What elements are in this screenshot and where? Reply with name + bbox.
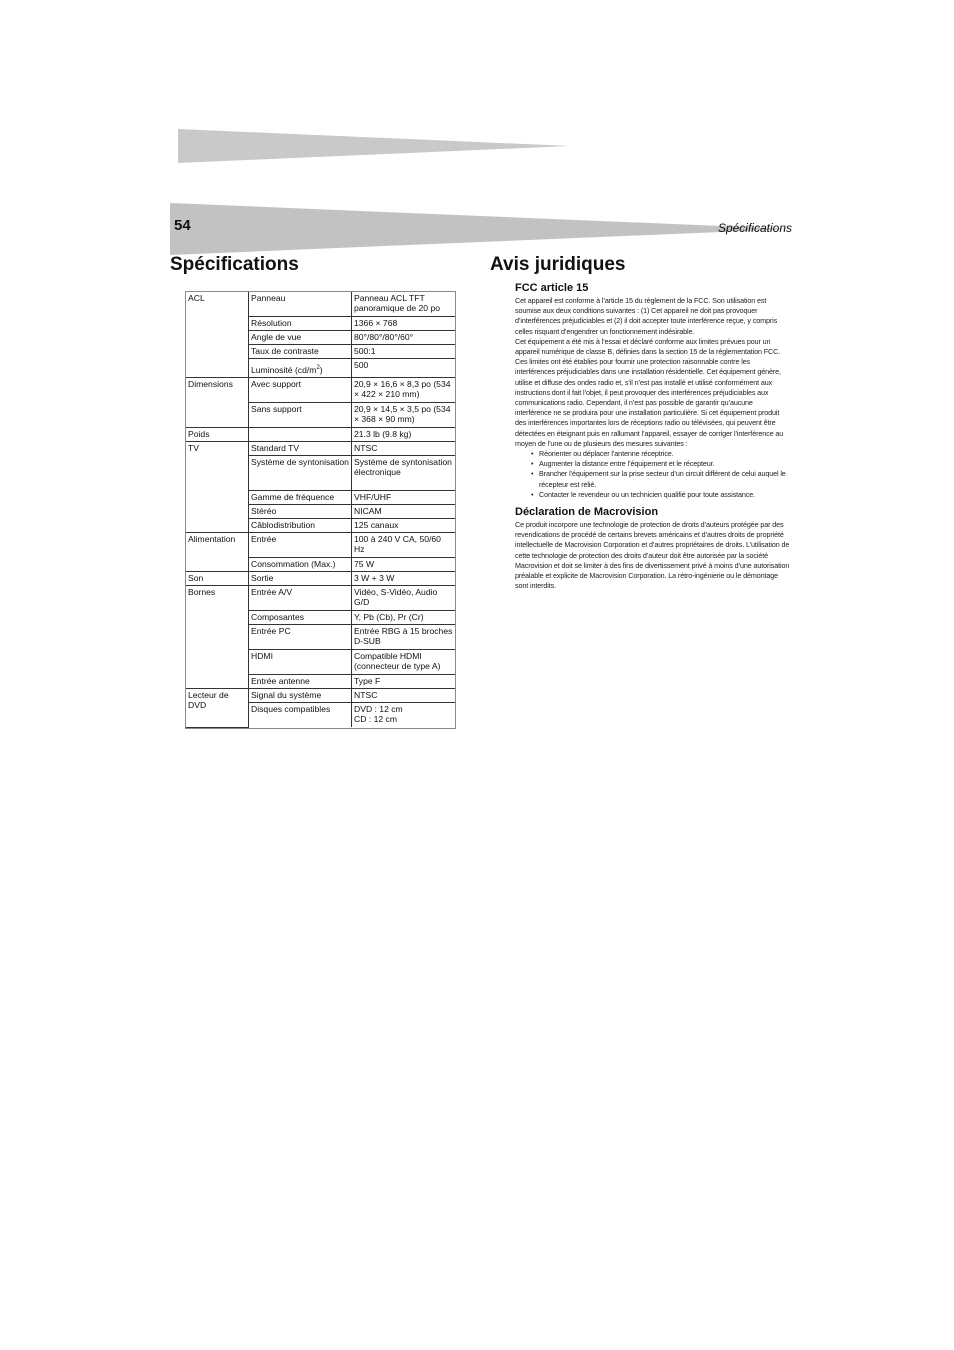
table-row — [186, 378, 455, 403]
table-cell-category: Lecteur de DVD — [186, 689, 249, 728]
table-cell-value: 21.3 lb (9.8 kg) — [352, 428, 456, 442]
table-cell-item: Résolution — [249, 317, 352, 331]
table-row — [186, 292, 455, 317]
fcc-paragraph-1: Cet appareil est conforme à l’article 15 du règlement de la FCC. Son utilisation est soumise aux deux conditions suivantes : (1) Cet appareil ne doit pas provoquer d’interférences préjudiciables et (2) il doit accepter toute interférence reçue, y compris celles risquant d’engendrer un fonctionnement indésirable. — [515, 296, 778, 336]
table-cell-item — [249, 359, 352, 378]
table-cell-category: Dimensions — [186, 378, 249, 428]
table-cell-item: Consommation (Max.) — [249, 558, 352, 572]
table-cell-item: Sortie — [249, 572, 352, 586]
luminance-superscript: 2 — [316, 365, 320, 372]
table-cell-item: Panneau — [249, 292, 352, 317]
table-cell-item: Taux de contraste — [249, 345, 352, 359]
table-cell-item: Sans support — [249, 403, 352, 428]
table-cell-value: NTSC — [352, 442, 456, 456]
table-cell-item — [249, 428, 352, 442]
table-cell-item: Avec support — [249, 378, 352, 403]
list-item: • Augmenter la distance entre l’équipement et le récepteur. — [539, 459, 791, 469]
table-cell-value: 500:1 — [352, 345, 456, 359]
table-row — [186, 572, 455, 586]
fcc-measures-list — [515, 449, 791, 500]
table-cell-item: Gamme de fréquence — [249, 491, 352, 505]
dvd-size: DVD : 12 cm — [354, 704, 403, 714]
table-cell-value: Entrée RBG à 15 broches D-SUB — [352, 625, 456, 650]
running-head: Spécifications — [717, 221, 792, 235]
table-cell-category: Bornes — [186, 586, 249, 689]
table-cell-value: Panneau ACL TFT panoramique de 20 po — [352, 292, 456, 317]
table-cell-category: TV — [186, 442, 249, 533]
table-cell-value: 3 W + 3 W — [352, 572, 456, 586]
list-item: • Contacter le revendeur ou un technicien qualifié pour toute assistance. — [539, 490, 791, 500]
table-cell-item: Entrée — [249, 533, 352, 558]
table-cell-item: Signal du système — [249, 689, 352, 703]
luminance-label: Luminosité (cd/m — [251, 365, 317, 375]
table-cell-value: 80°/80°/80°/60° — [352, 331, 456, 345]
fcc-section-title: FCC article 15 — [515, 282, 589, 294]
table-cell-value: 20,9 × 16,6 × 8,3 po (534 × 422 × 210 mm) — [352, 378, 456, 403]
table-cell-category: Son — [186, 572, 249, 586]
cd-size: CD : 12 cm — [354, 714, 397, 724]
table-cell-value: 100 à 240 V CA, 50/60 Hz — [352, 533, 456, 558]
macrovision-paragraph: Ce produit incorpore une technologie de protection de droits d’auteurs protégée par des revendications de procédé de certains brevets américains et d’autres droits de propriété intellectuelle de Macrovision Corporation et d’autres propriétaires de droits. L’utilisation de cette technologie de protection des droits d’auteur doit être autorisée par la société Macrovision et doit se limiter à des fins de divertissement privé à moins d’une autorisation préalable et explicite de Macrovision Corporation. La rétro-ingénierie ou le démontage sont interdits. — [515, 520, 790, 591]
table-cell-item: Entrée A/V — [249, 586, 352, 611]
specifications-heading: Spécifications — [170, 254, 299, 275]
legal-notices-column — [515, 282, 791, 591]
table-row — [186, 586, 455, 611]
table-cell-item: Composantes — [249, 611, 352, 625]
table-cell-value: Compatible HDMI (connecteur de type A) — [352, 650, 456, 675]
table-cell-value: 75 W — [352, 558, 456, 572]
page-number: 54 — [174, 217, 191, 234]
table-row — [186, 428, 455, 442]
fcc-paragraph-2: Cet équipement a été mis à l’essai et déclaré conforme aux limites prévues pour un appareil numérique de classe B, définies dans la section 15 de la réglementation FCC. Ces limites ont été établies pour fournir une protection raisonnable contre les interférences préjudiciables dans une installation résidentielle. Cet équipement génère, utilise et diffuse des ondes radio et, s’il n’est pas installé et utilisé conformément aux instructions dont il fait l’objet, il peut provoquer des interférences préjudiciables aux communications radio. Cependant, il n’est pas possible de garantir qu’aucune interférence ne se produira pour une installation particulière. Si cet équipement produit des interférences importantes lors de réceptions radio ou télévisées, qui peuvent être détectées en éteignant puis en rallumant l’appareil, essayer de corriger l’interférence au moyen de l’une ou de plusieurs des mesures suivantes : — [515, 336, 784, 448]
table-cell-item: Système de syntonisation — [249, 456, 352, 491]
table-cell-item: HDMI — [249, 650, 352, 675]
table-row — [186, 533, 455, 558]
table-cell-item: Angle de vue — [249, 331, 352, 345]
table-cell-value: 20,9 × 14,5 × 3,5 po (534 × 368 × 90 mm) — [352, 403, 456, 428]
table-cell-value: Type F — [352, 675, 456, 689]
table-cell-value: NICAM — [352, 505, 456, 519]
table-cell-value: 500 — [352, 359, 456, 378]
legal-notices-heading: Avis juridiques — [490, 254, 626, 275]
list-item: • Réorienter ou déplacer l’antenne réceptrice. — [539, 449, 791, 459]
table-cell-item: Entrée antenne — [249, 675, 352, 689]
table-cell-category: Poids — [186, 428, 249, 442]
table-cell-value — [352, 703, 456, 728]
table-cell-item: Disques compatibles — [249, 703, 352, 728]
header-band-wedge — [170, 203, 792, 255]
top-decorative-wedge — [178, 129, 570, 163]
table-cell-value: 1366 × 768 — [352, 317, 456, 331]
macrovision-section-title: Déclaration de Macrovision — [515, 506, 659, 519]
table-cell-value: Y, Pb (Cb), Pr (Cr) — [352, 611, 456, 625]
table-row — [186, 689, 455, 703]
table-cell-value: Vidéo, S-Vidéo, Audio G/D — [352, 586, 456, 611]
table-row — [186, 442, 455, 456]
table-cell-value: 125 canaux — [352, 519, 456, 533]
luminance-label-end: ) — [319, 365, 323, 375]
table-cell-value: VHF/UHF — [352, 491, 456, 505]
table-cell-item: Stéréo — [249, 505, 352, 519]
specifications-table — [185, 291, 456, 729]
table-cell-value: NTSC — [352, 689, 456, 703]
table-cell-item: Câblodistribution — [249, 519, 352, 533]
table-cell-category: Alimentation — [186, 533, 249, 572]
table-cell-category: ACL — [186, 292, 249, 378]
list-item: • Brancher l’équipement sur la prise secteur d’un circuit différent de celui auquel le récepteur est relié. — [539, 469, 791, 489]
table-cell-item: Standard TV — [249, 442, 352, 456]
table-cell-value: Système de syntonisation électronique — [352, 456, 456, 491]
table-cell-item: Entrée PC — [249, 625, 352, 650]
